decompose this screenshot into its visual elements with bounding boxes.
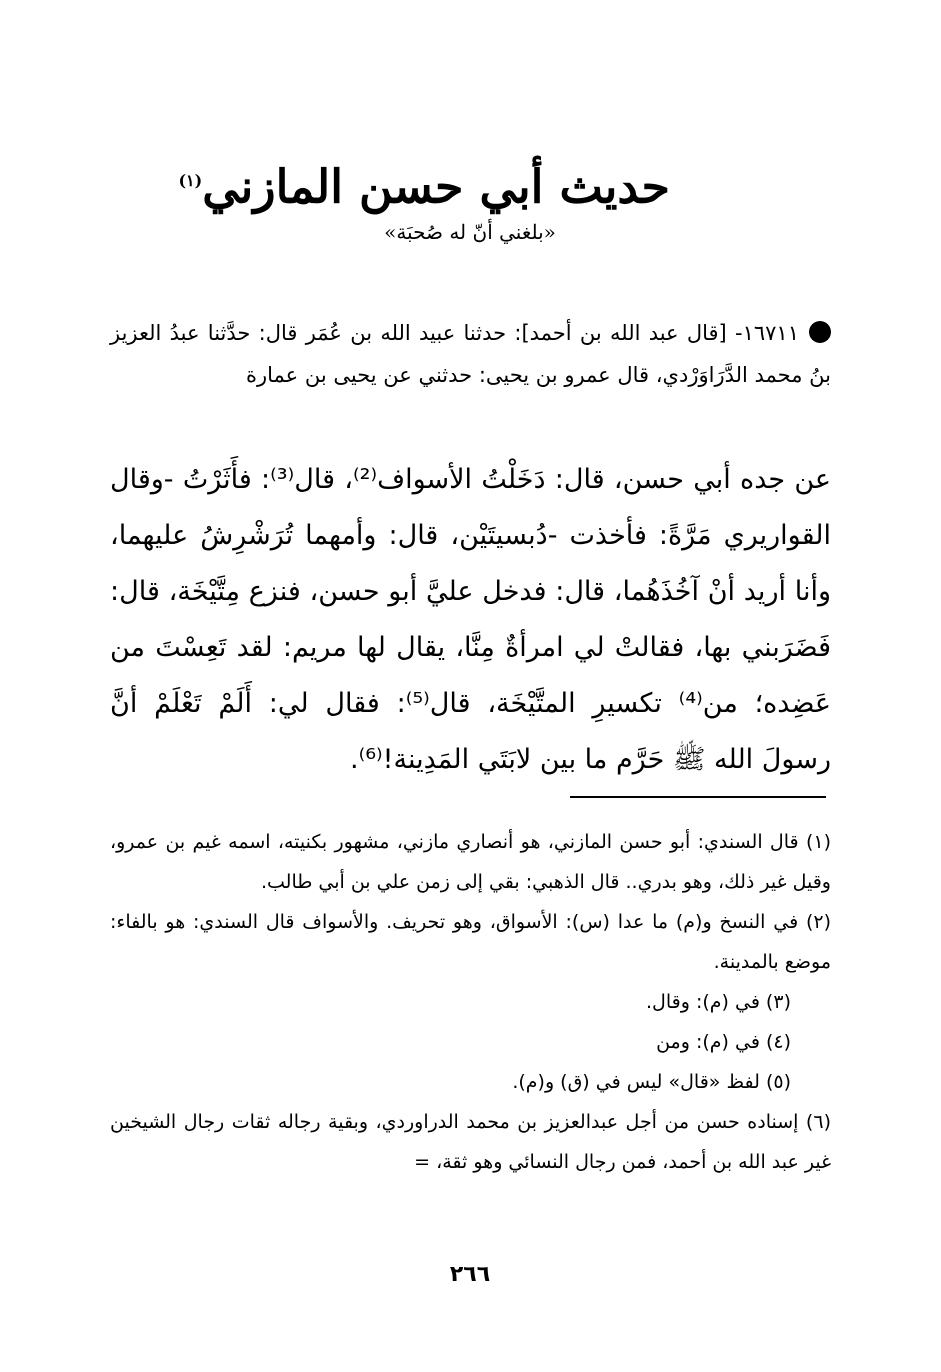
footnote-divider xyxy=(570,796,826,798)
footnotes xyxy=(110,822,831,1182)
chapter-title-text: حديث أبي حسن المازني xyxy=(202,159,670,214)
hadith-intro-text: ١٦٧١١- [قال عبد الله بن أحمد]: حدثنا عبيد الله بن عُمَر قال: حدَّثنا عبدُ العزيز بنُ محمد الدَّرَاوَرْدي، قال عمرو بن يحيى: حدثني عن يحيى بن عمارة xyxy=(110,321,831,387)
footnote-6: (٦) إسناده حسن من أجل عبدالعزيز بن محمد الدراوردي، وبقية رجاله ثقات رجال الشيخين غير عبد الله بن أحمد، فمن رجال النسائي وهو ثقة، = xyxy=(110,1111,831,1173)
footnote-2: (٢) في النسخ و(م) ما عدا (س): الأسواق، وهو تحريف. والأسواف قال السندي: هو بالفاء: موضع بالمدينة. xyxy=(110,911,831,973)
chapter-title xyxy=(178,150,670,217)
chapter-heading xyxy=(178,150,670,245)
title-footnote-ref: (١) xyxy=(178,171,203,190)
footnote-3: (٣) في (م): وقال. xyxy=(646,991,791,1013)
hadith-matn: عن جده أبي حسن، قال: دَخَلْتُ الأسواف⁽²⁾، قال⁽³⁾: فأَثَرْتُ -وقال القواريري مَرَّةً: فأخذت -دُبسيتَيْن، قال: وأمهما تُرَشْرِشُ عليهما، وأنا أريد أنْ آخُذَهُما، قال: فدخل عليَّ أبو حسن، فنزع مِتَّيْخَة، قال: فَضَرَبني بها، فقالتْ لي امرأةٌ مِنَّا، يقال لها مريم: لقد تَعِسْتَ من عَضِده؛ من⁽⁴⁾ تكسيرِ المتَّيْخَة، قال⁽⁵⁾: فقال لي: أَلَمْ تَعْلَمْ أنَّ رسولَ الله ﷺ حَرَّم ما بين لابَتَي المَدِينة!⁽⁶⁾. xyxy=(110,464,832,775)
chapter-subtitle: «بلغني أنّ له صُحبَة» xyxy=(384,220,556,245)
bullet-icon xyxy=(809,321,831,343)
hadith-isnad xyxy=(110,312,831,396)
page-number: ٢٦٦ xyxy=(449,1262,491,1287)
footnote-5: (٥) لفظ «قال» ليس في (ق) و(م). xyxy=(512,1071,791,1093)
footnote-4: (٤) في (م): ومن xyxy=(656,1031,791,1053)
footnote-1: (١) قال السندي: أبو حسن المازني، هو أنصاري مازني، مشهور بكنيته، اسمه غيم بن عمرو، وقيل غير ذلك، وهو بدري.. قال الذهبي: بقي إلى زمن علي بن أبي طالب. xyxy=(110,831,831,893)
